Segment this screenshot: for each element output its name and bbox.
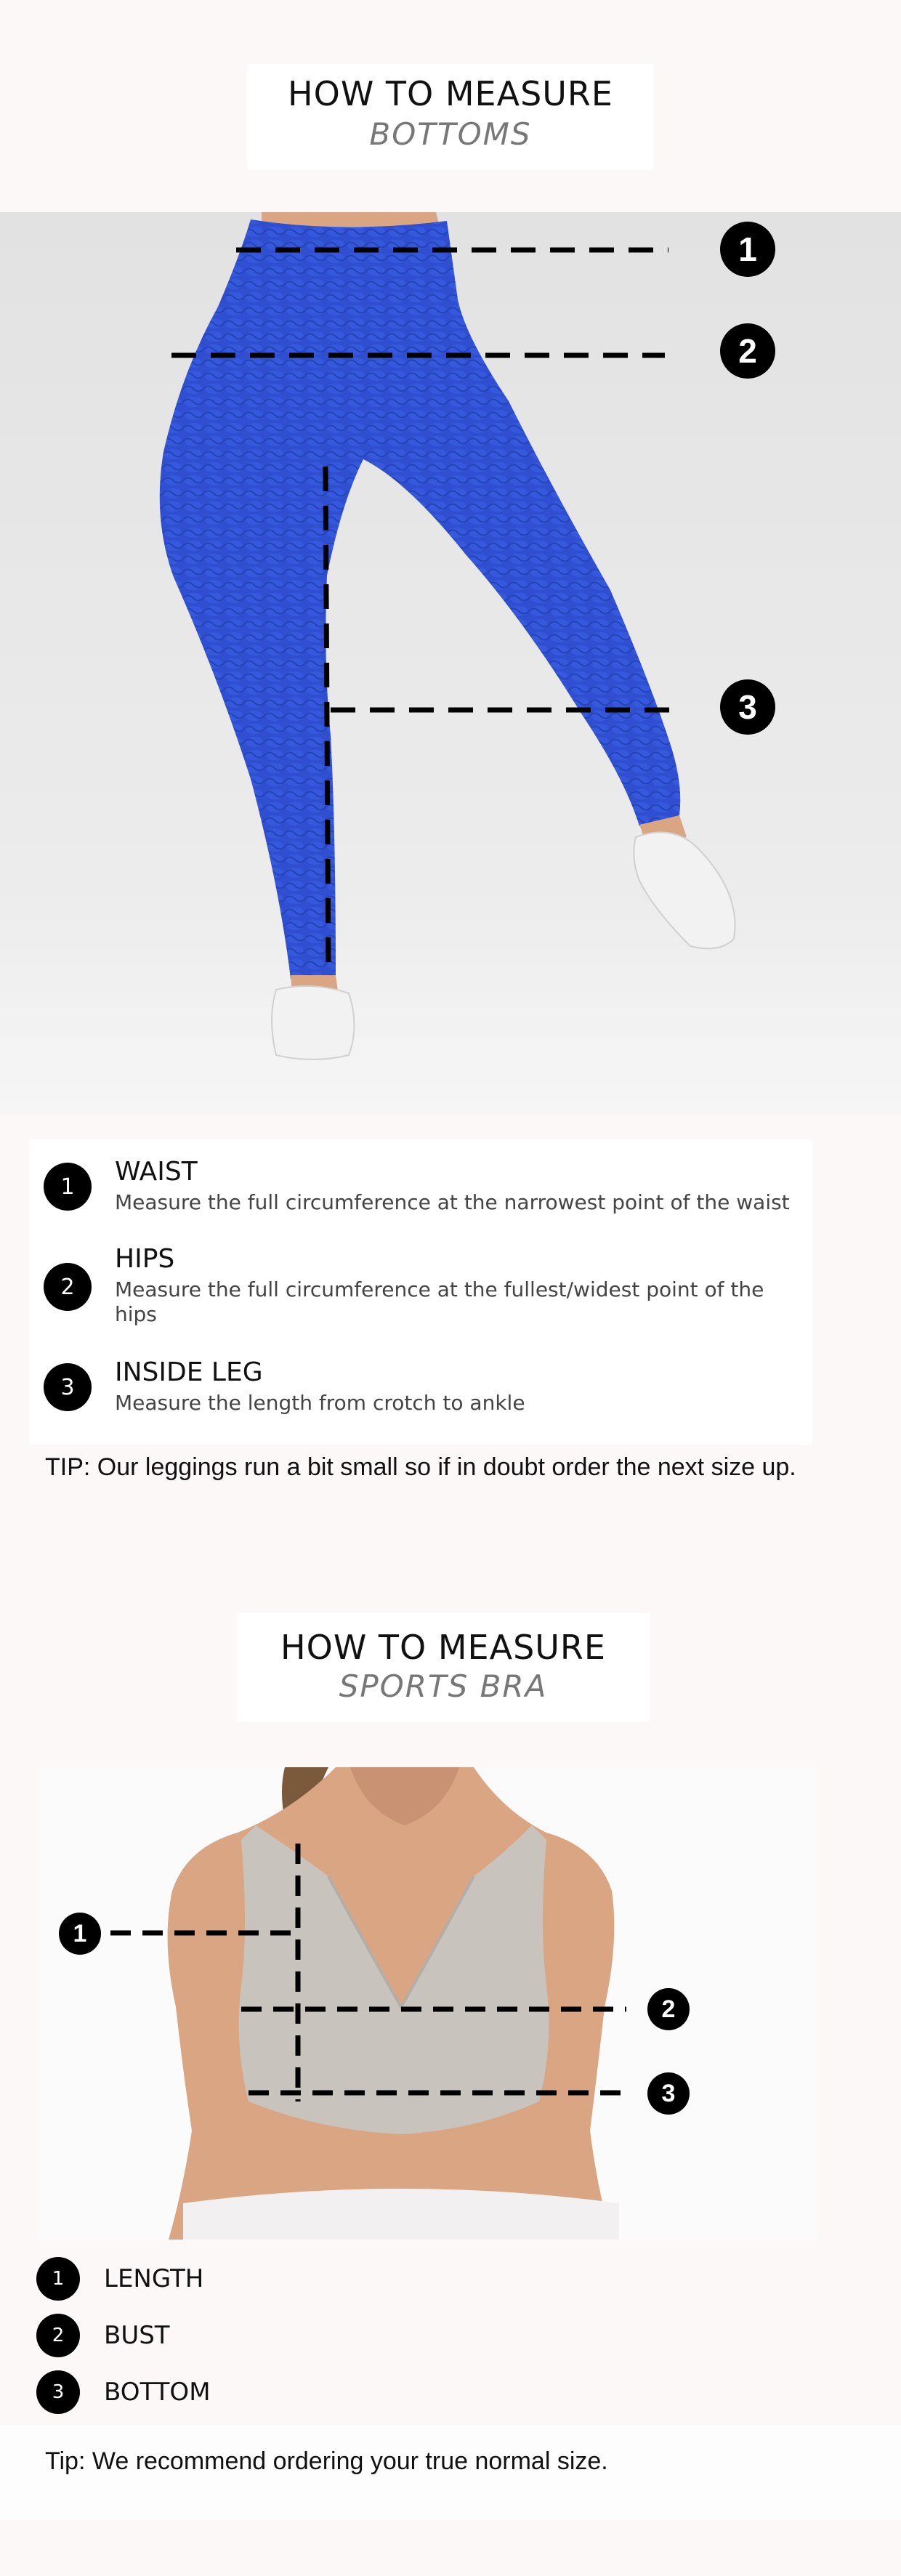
bottoms-title: HOW TO MEASURE [288,74,613,113]
inside-leg-label: INSIDE LEG [115,1357,263,1387]
length-label: LENGTH [104,2264,204,2293]
legend-num-hips: 2 [44,1263,92,1311]
legend-num-bottom: 3 [36,2370,80,2414]
bra-title: HOW TO MEASURE [280,1628,606,1667]
length-marker: 1 [59,1913,101,1955]
bottoms-title-card [247,64,654,170]
inside-leg-marker: 3 [720,679,775,735]
hips-label: HIPS [115,1244,175,1274]
bust-label: BUST [104,2321,170,2350]
legend-num-length: 1 [36,2257,80,2301]
sports-bra-illustration [38,1767,817,2240]
bra-subtitle: SPORTS BRA [339,1668,548,1704]
legend-num-inside-leg: 3 [44,1363,92,1411]
bra-title-card [237,1613,650,1722]
waist-marker: 1 [720,222,775,277]
legend-num-bust: 2 [36,2314,80,2357]
bottom-marker: 3 [647,2072,690,2115]
inside-leg-description: Measure the length from crotch to ankle [115,1391,525,1415]
bottoms-tip: TIP: Our leggings run a bit small so if in doubt order the next size up. [45,1453,796,1481]
waist-label: WAIST [115,1157,198,1187]
waist-description: Measure the full circumference at the narrowest point of the waist [115,1190,790,1214]
bust-marker: 2 [647,1988,690,2030]
legend-num-waist: 1 [44,1163,92,1211]
bra-tip: Tip: We recommend ordering your true normal size. [45,2447,608,2475]
bottoms-subtitle: BOTTOMS [369,116,532,152]
sports-bra-photo [38,1767,817,2240]
hips-description: Measure the full circumference at the fullest/widest point of the hips [115,1277,764,1326]
hips-marker: 2 [720,323,775,379]
bottom-label: BOTTOM [104,2378,211,2407]
